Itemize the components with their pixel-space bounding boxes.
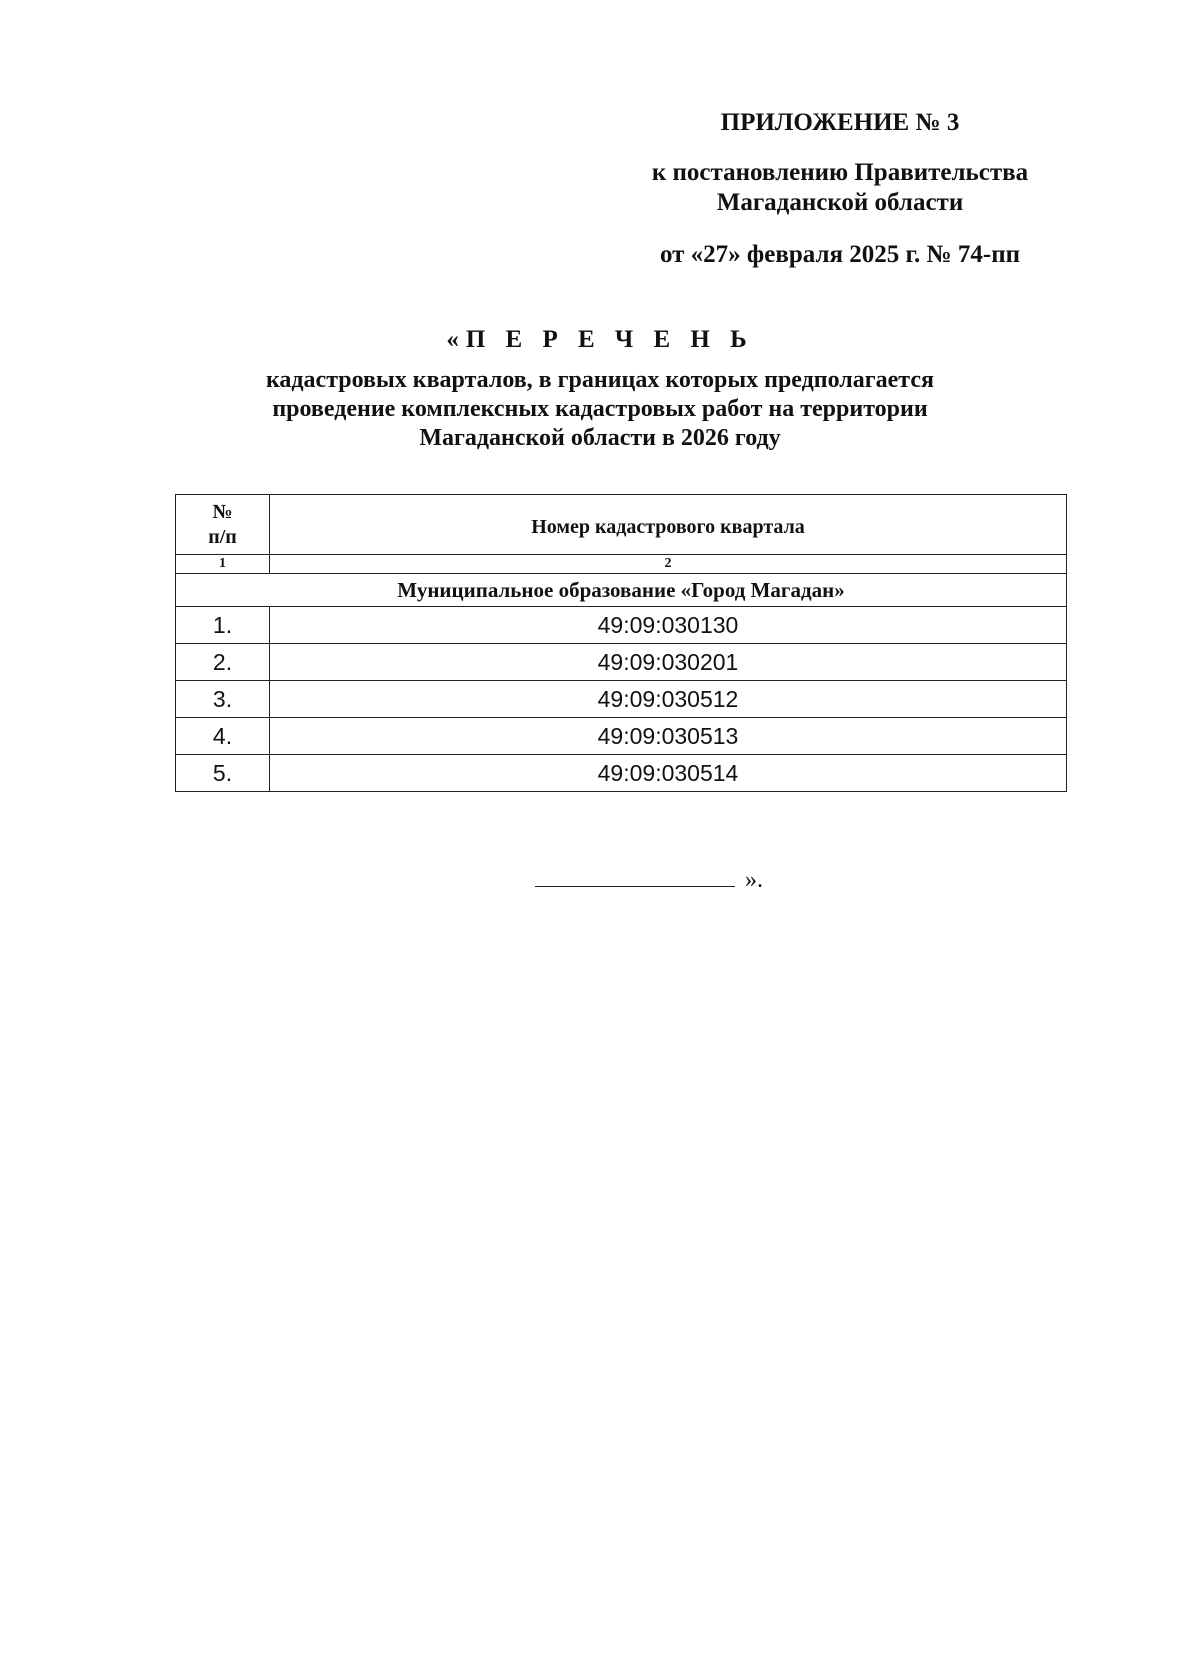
appendix-date: от «27» февраля 2025 г. № 74-пп [659, 241, 1021, 268]
header-number-line-2: п/п [208, 525, 237, 548]
column-index-row [176, 555, 1067, 574]
closing-underline [535, 864, 735, 887]
appendix-block [600, 108, 1080, 270]
table-row [176, 755, 1067, 792]
group-row [176, 574, 1067, 607]
table-row [176, 718, 1067, 755]
column-index-1: 1 [176, 555, 270, 574]
row-cadastral-code: 49:09:030514 [270, 755, 1067, 792]
row-number: 4. [176, 718, 270, 755]
list-subtitle-line-1: кадастровых кварталов, в границах которых предполагается [265, 367, 935, 393]
list-heading: «П Е Р Е Ч Е Н Ь [446, 326, 754, 353]
table-row [176, 681, 1067, 718]
row-cadastral-code: 49:09:030130 [270, 607, 1067, 644]
table-row [176, 644, 1067, 681]
list-subtitle [150, 366, 1050, 453]
header-number [176, 495, 270, 555]
row-cadastral-code: 49:09:030512 [270, 681, 1067, 718]
row-number: 5. [176, 755, 270, 792]
group-municipality: Муниципальное образование «Город Магадан» [176, 574, 1067, 607]
closing-mark [535, 864, 763, 895]
header-number-line-1: № [212, 500, 233, 523]
row-cadastral-code: 49:09:030201 [270, 644, 1067, 681]
table-row [176, 607, 1067, 644]
row-number: 3. [176, 681, 270, 718]
closing-quote: ». [745, 867, 763, 893]
table-header-row [176, 495, 1067, 555]
column-index-2: 2 [270, 555, 1067, 574]
appendix-line-1: к постановлению Правительства [651, 159, 1029, 186]
row-number: 2. [176, 644, 270, 681]
appendix-line-2: Магаданской области [716, 189, 964, 216]
list-subtitle-line-3: Магаданской области в 2026 году [419, 425, 781, 451]
header-cadastral-code: Номер кадастрового квартала [270, 495, 1067, 555]
appendix-title: ПРИЛОЖЕНИЕ № 3 [720, 109, 960, 136]
row-cadastral-code: 49:09:030513 [270, 718, 1067, 755]
cadastral-quarters-table [175, 494, 1067, 792]
row-number: 1. [176, 607, 270, 644]
list-subtitle-line-2: проведение комплексных кадастровых работ на территории [272, 396, 928, 422]
